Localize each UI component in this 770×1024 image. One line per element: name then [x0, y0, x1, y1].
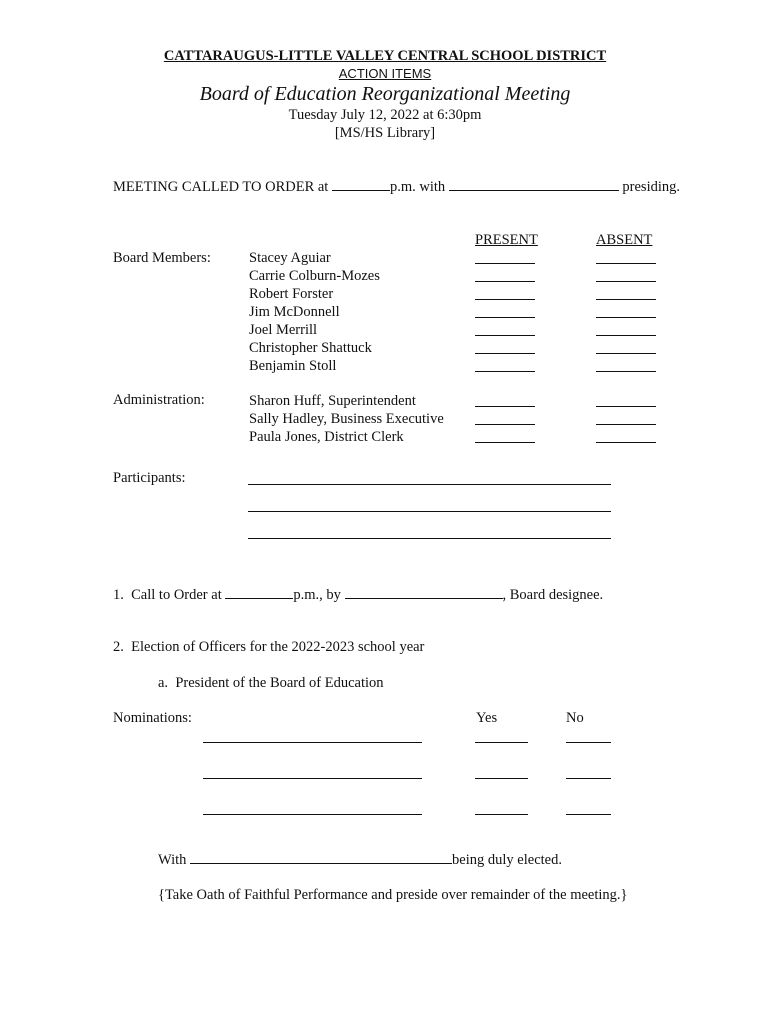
oath-note: {Take Oath of Faithful Performance and preside over remainder of the meeting.}: [158, 887, 628, 903]
sub-a-marker: a.: [158, 675, 169, 691]
no-vote-line[interactable]: [566, 742, 611, 743]
district-name: CATTARAUGUS-LITTLE VALLEY CENTRAL SCHOOL DISTRICT: [163, 48, 607, 64]
item2-text: Election of Officers for the 2022-2023 school year: [131, 639, 425, 655]
item1-prefix: Call to Order at: [131, 587, 222, 603]
person-name: Robert Forster: [249, 286, 334, 302]
call-middle: p.m. with: [389, 179, 446, 195]
present-blank[interactable]: [475, 424, 535, 425]
person-name: Joel Merrill: [249, 322, 318, 338]
item1-number: 1.: [113, 587, 124, 603]
item-call-to-order: [113, 586, 603, 604]
meeting-title: Board of Education Reorganizational Meeting: [199, 83, 571, 105]
absent-blank[interactable]: [596, 299, 656, 300]
with-prefix: With: [158, 852, 187, 868]
present-blank[interactable]: [475, 406, 535, 407]
person-name: Sally Hadley, Business Executive: [249, 411, 444, 427]
no-header: No: [566, 710, 584, 726]
present-blank[interactable]: [475, 299, 535, 300]
call-suffix: presiding.: [622, 179, 680, 195]
with-suffix: being duly elected.: [452, 852, 562, 868]
absent-blank[interactable]: [596, 353, 656, 354]
present-blank[interactable]: [475, 317, 535, 318]
person-name: Jim McDonnell: [249, 304, 340, 320]
elected-name-blank[interactable]: [190, 851, 452, 864]
present-blank[interactable]: [475, 335, 535, 336]
yes-vote-line[interactable]: [475, 814, 528, 815]
meeting-location: [MS/HS Library]: [334, 125, 436, 141]
absent-blank[interactable]: [596, 424, 656, 425]
absent-blank[interactable]: [596, 263, 656, 264]
no-vote-line[interactable]: [566, 814, 611, 815]
absent-blank[interactable]: [596, 406, 656, 407]
yes-vote-line[interactable]: [475, 778, 528, 779]
person-name: Paula Jones, District Clerk: [249, 429, 404, 445]
nominee-line[interactable]: [203, 778, 422, 779]
nominee-line[interactable]: [203, 742, 422, 743]
yes-header: Yes: [476, 710, 498, 726]
absent-blank[interactable]: [596, 317, 656, 318]
person-name: Christopher Shattuck: [249, 340, 372, 356]
participants-label: Participants:: [113, 470, 186, 486]
absent-blank[interactable]: [596, 335, 656, 336]
absent-blank[interactable]: [596, 442, 656, 443]
present-blank[interactable]: [475, 263, 535, 264]
absent-blank[interactable]: [596, 281, 656, 282]
nominations-label: Nominations:: [113, 710, 192, 726]
meeting-date: Tuesday July 12, 2022 at 6:30pm: [288, 107, 482, 123]
item1-suffix: , Board designee.: [502, 587, 604, 603]
presiding-blank[interactable]: [449, 178, 619, 191]
absent-header: ABSENT: [596, 232, 653, 248]
person-name: Carrie Colburn-Mozes: [249, 268, 380, 284]
board-members-label: Board Members:: [113, 250, 211, 266]
administration-label: Administration:: [113, 392, 205, 408]
meeting-called-line: [113, 178, 680, 196]
sub-a-text: President of the Board of Education: [175, 675, 384, 691]
designee-blank[interactable]: [345, 586, 503, 599]
elected-line: [158, 851, 562, 869]
present-blank[interactable]: [475, 442, 535, 443]
nominee-line[interactable]: [203, 814, 422, 815]
action-items-subtitle: ACTION ITEMS: [338, 66, 432, 81]
item-election: [113, 639, 424, 656]
no-vote-line[interactable]: [566, 778, 611, 779]
absent-blank[interactable]: [596, 371, 656, 372]
time-blank[interactable]: [332, 178, 390, 191]
present-header: PRESENT: [475, 232, 538, 248]
present-blank[interactable]: [475, 353, 535, 354]
item1-middle: p.m., by: [293, 587, 341, 603]
person-name: Benjamin Stoll: [249, 358, 337, 374]
item-president: [158, 675, 384, 692]
present-blank[interactable]: [475, 281, 535, 282]
call-prefix: MEETING CALLED TO ORDER at: [113, 179, 329, 195]
person-name: Stacey Aguiar: [249, 250, 331, 266]
yes-vote-line[interactable]: [475, 742, 528, 743]
item2-number: 2.: [113, 639, 124, 655]
person-name: Sharon Huff, Superintendent: [249, 393, 416, 409]
participant-line[interactable]: [248, 538, 611, 539]
call-time-blank[interactable]: [225, 586, 293, 599]
present-blank[interactable]: [475, 371, 535, 372]
participant-line[interactable]: [248, 511, 611, 512]
participant-line[interactable]: [248, 484, 611, 485]
